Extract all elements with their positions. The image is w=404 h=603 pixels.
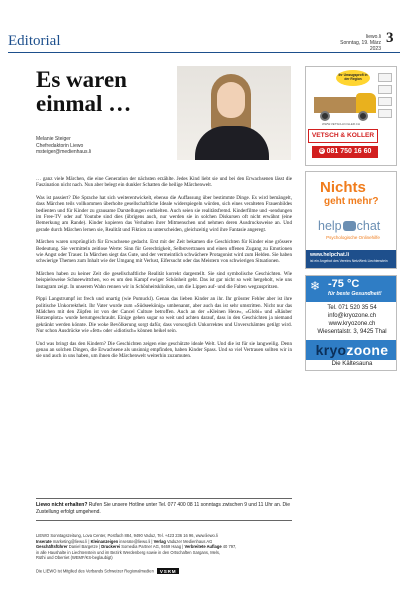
vsrm-logo: VSRM	[157, 568, 179, 574]
logo-part: chat	[356, 219, 381, 233]
truck-illustration	[314, 91, 376, 117]
imprint-key: Kleinanzeigen	[90, 538, 119, 544]
imprint-key: Verlag	[153, 538, 166, 544]
ad-phone-number: 081 750 16 60	[326, 148, 372, 155]
snowflake-icon: ❄	[310, 279, 321, 293]
footer-divider	[36, 498, 292, 499]
wheel	[320, 111, 330, 121]
partner-logo	[378, 109, 392, 118]
wheel	[358, 111, 368, 121]
imprint-key: Druckerei	[101, 544, 121, 550]
ad-contact	[306, 304, 397, 336]
footer-divider	[36, 520, 292, 521]
paragraph: Was ist passiert? Die Sprache hat sich weiterentwickelt, ebenso die Auffassung über bestimmte Dinge. Es wird bemängelt, dass Märchen teils vollkommen überholte gesellschaftliche Ideale widerspiegeln würden, sich eines veralteten Frauenbildes bedienten und für Kinder zu grausame Darstellungen enthielten. Auch seien sie realitätsfremd. Kinderfilme und -sendungen im Free-TV oder auf Youtube sind dies (übrigens auch, nur werden sie in solchen Diskursen oft nicht erwähnt (eine Bemerkung am Rande). Kinder kopieren das Verhalten ihrer Mitmenschen und nehmen deren Ausdrucksweise an. Und gerade durch Märchen lernen sie, Realität und Fiktion zu unterscheiden, gleichzeitig wird ihre Fantasie angeregt.	[36, 195, 292, 233]
logo-part: kryo	[315, 342, 347, 358]
ad-slogan: für beste Gesundheit!	[328, 291, 382, 297]
ad-tel[interactable]: Tel. 071 520 35 54	[327, 305, 377, 311]
paragraph: Und was bringt das den Kindern? Die Geschichten zeigen eine geschützte ideale Welt. Und die ist für sie langweilig. Denn genau an solchen Dingen, die Erwachsene als unsinnig empfinden, haben Kinder Spass. Und so viel Vertrauen sollten wir in sie und auch in uns haben, um ihnen die Märchenwelt weiterhin zuzumuten.	[36, 340, 292, 360]
imprint-key: Verbreitete Auflage	[184, 544, 222, 550]
ad-web[interactable]: www.kryozone.ch	[328, 321, 376, 327]
partner-logos	[378, 73, 394, 121]
partner-logo	[378, 85, 392, 94]
ad-website[interactable]: WWW.VETSCH-KOLLER.CH	[322, 122, 360, 126]
ad-email[interactable]: info@kryozone.ch	[327, 313, 377, 319]
imprint-value: Daniel Bargetze |	[67, 544, 102, 550]
logo-part: help	[318, 219, 342, 233]
notice-lead: Liewo nicht erhalten?	[36, 502, 88, 508]
ad-speech-bubble: Ihr Umzugsprofi in der Region	[336, 70, 370, 86]
ad-info-bar	[306, 250, 397, 269]
imprint-value: Somedia Partner AG, 9469 Haag |	[120, 544, 185, 550]
page-number: 3	[386, 30, 394, 46]
portrait-face	[217, 82, 245, 118]
paragraph: Märchen haben zu keiner Zeit die gesellschaftliche Realität korrekt dargestellt. Sie sind symbolische Geschichten. Wie beispielsweise Schneewittchen, wo es um den Kampf ewiger Schönheit geht. Das ist gar nicht so weit hergeholt, wie uns Instagram zeigt. In unserem Wahn rennen wir in Schönheitskliniken, um die Lippen auf- und die Falten wegzuspritzen.	[36, 271, 292, 290]
ad-phone[interactable]	[312, 146, 378, 158]
paragraph: … ganz viele Märchen, die eine Generation der nächsten erzählte. Jedes Kind liebt sie und bei den Erwachsenen lässt die Faszination nicht nach. Nun aber belegt ein dunkler Schatten die heilige Märchenwelt.	[36, 176, 292, 189]
phone-icon: ✆	[319, 148, 324, 153]
imprint-value: marketing@liewo.li |	[51, 538, 91, 544]
truck-bed	[314, 97, 358, 113]
ad-url[interactable]: www.helpchat.li	[310, 252, 350, 258]
header-rule	[8, 52, 400, 53]
ad-vetsch-koller[interactable]	[305, 66, 397, 166]
header-meta	[333, 34, 381, 52]
site-name: liewo.li	[365, 34, 381, 40]
imprint-value: Vaduzer Medienhaus AG	[165, 538, 213, 544]
paragraph: Märchen waren ursprünglich für Erwachsene gedacht. Erst mit der Zeit bekamen die Geschichten für Kinder eine grössere Bedeutung. Sie vermitteln zeitlose Werte: Sinn für Gerechtigkeit, Selbstvertrauen und einen offenen Zugang zu Emotionen wie Angst oder Trauer. In Märchen siegt das Gute, und der vermeintlich schwächere Protagonist wird zum Helden. Sie haben schwierige Themen zum Inhalt wie der Umgang mit Verlust, Eifersucht oder das Meistern von schwierigen Situationen.	[36, 239, 292, 265]
ad-subheadline: geht mehr?	[324, 196, 379, 207]
notice-text: Rufen Sie unsere Hotline unter Tel. 077 400 08 11 sonntags zwischen 9 und 11 Uhr an. Die Zustellung erfolgt umgehend.	[36, 502, 291, 515]
author-name: Melanie Steiger	[36, 136, 71, 142]
ad-top-banner	[306, 276, 397, 302]
ad-helpchat[interactable]	[305, 171, 397, 269]
ad-tagline: Psychologische Onlinehilfe	[326, 235, 380, 240]
byline	[36, 136, 91, 156]
portrait-body	[195, 126, 269, 160]
imprint-line: in alle Haushalte in Liechtenstein und im Bezirk Werdenberg sowie in den Ortschaften Sargans, Mels,	[36, 549, 221, 555]
ad-caption: Die Kältesauna	[331, 361, 373, 367]
ad-brand: VETSCH & KOLLER	[308, 129, 378, 143]
imprint	[36, 533, 298, 561]
author-portrait	[177, 66, 291, 160]
vsrm-text: Die LIEWO ist Mitglied des Verbands Schweizer Regionalmedien	[36, 568, 154, 574]
ad-address: Wiesentalstr. 3, 9425 Thal	[317, 329, 387, 335]
helpchat-logo	[318, 219, 380, 233]
partner-logo	[378, 97, 392, 106]
ad-network: ist ein Angebot des Vereins NetzWerk Liechtenstein	[310, 258, 388, 263]
partner-logo	[378, 73, 392, 82]
logo-part: zoone	[346, 342, 389, 358]
issue-date: Sonntag, 19. März 2023	[340, 40, 381, 52]
imprint-key: Geschäftsführer	[36, 544, 68, 550]
imprint-line: LIEWO Sonntagszeitung, Lova Center, Postfach 884, 9490 Vaduz, Tel. +423 236 16 96, www.liewo.li	[36, 533, 218, 538]
section-title: Editorial	[8, 33, 61, 49]
vsrm-membership	[36, 568, 298, 574]
imprint-value: inserate@liewo.li |	[118, 538, 154, 544]
ad-headline: Nichts	[320, 179, 366, 196]
ad-kryozone[interactable]	[305, 275, 397, 371]
kryozone-logo	[306, 340, 397, 360]
article-body	[36, 176, 292, 366]
author-email[interactable]: msteiger@medienhaus.li	[36, 149, 92, 155]
truck-cab	[356, 93, 376, 113]
chat-bubble-icon	[343, 221, 356, 231]
ad-temperature: -75 °C	[328, 278, 360, 290]
imprint-key: Inserate	[36, 538, 52, 544]
headline: Es waren einmal …	[36, 67, 132, 116]
imprint-value: 40 797,	[221, 544, 237, 550]
delivery-notice	[36, 502, 292, 515]
page-header	[0, 0, 404, 58]
author-role: Chefredaktorin Liewo	[36, 142, 84, 149]
paragraph: Pippi Langstrumpf ist frech und unartig (wie Pumuckl). Genau das lieben Kinder an ihr. Ihr grösster Fehler aber ist ihre politische Unkorrektheit. Ihr Vater wurde zum «Südseekönig» umbenannt, aber auch das ist sehr umstritten. Nicht nur das Mädchen mit den Zöpfen ist von der Cancel Culture betroffen. Auch an der «Kleinen Hexe», «Globi» und «Räuber Hotzenplotz» wurde herumgeschraubt. Einige gehen sogar so weit und achten darauf, dass in den Geschichten ja niemand gekränkt werden könnte. Die woke Bevölkerung sorgt dafür, dass vorsorglich Unkorrektes und Unverschämtes getilgt wird. Nur schon Ausdrücke wie «fett» oder «idiotisch» können heikel sein.	[36, 296, 292, 334]
imprint-line: Rüthi und Oberriet (WEMF/KS-beglaubigt)	[36, 555, 113, 561]
